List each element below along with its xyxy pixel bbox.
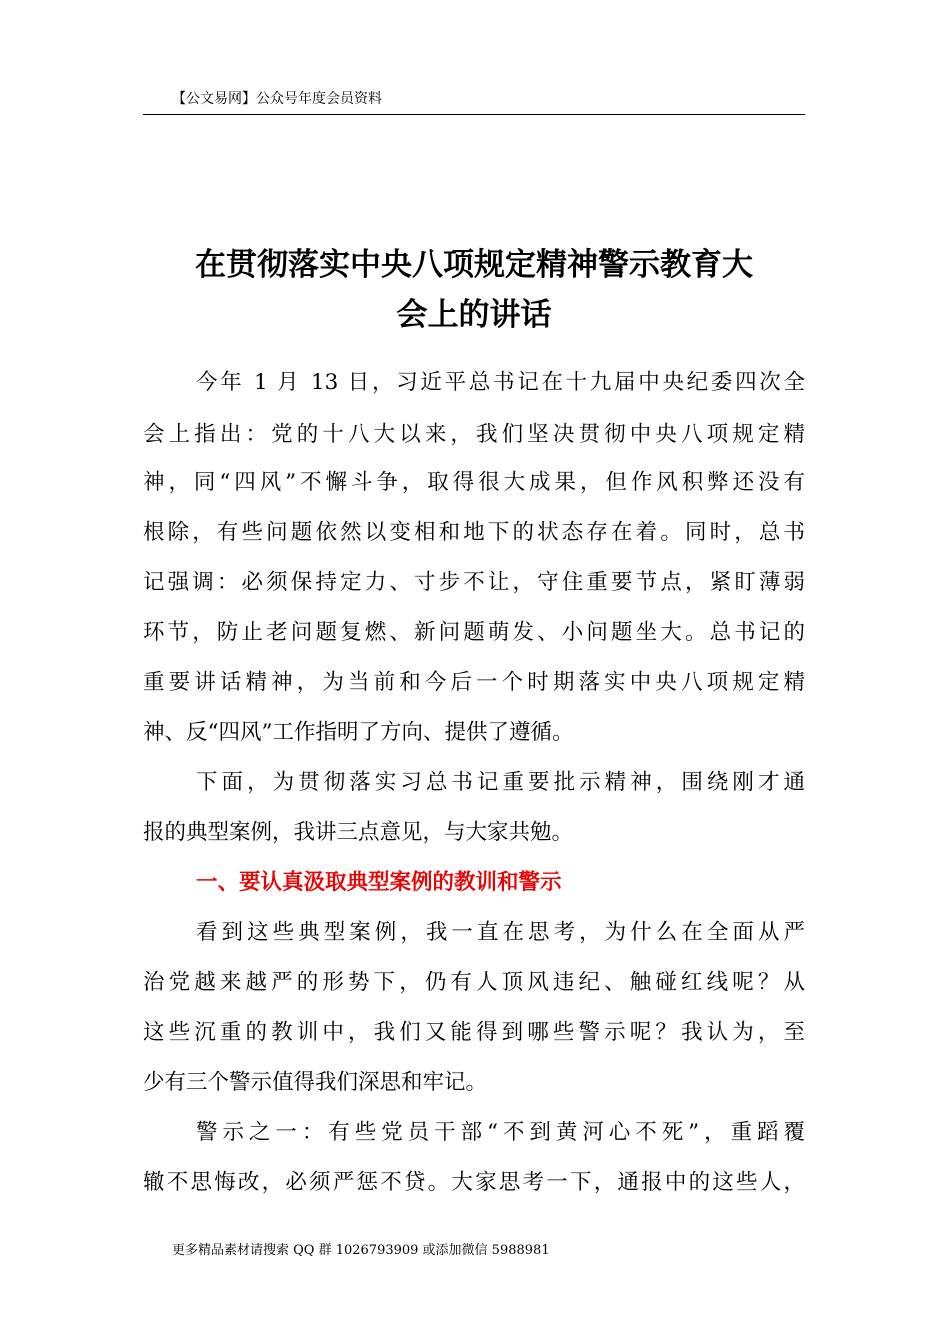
header-divider xyxy=(143,114,805,115)
paragraph-3-line-3: 这些沉重的教训中，我们又能得到哪些警示呢？我认为，至 xyxy=(143,1020,805,1045)
page-footer: 更多精品素材请搜索 QQ 群 1026793909 或添加微信 5988981 xyxy=(172,1243,550,1258)
paragraph-1-line-3: 神，同“四风”不懈斗争，取得很大成果，但作风积弊还没有 xyxy=(143,470,805,495)
paragraph-2-line-2: 报的典型案例，我讲三点意见，与大家共勉。 xyxy=(143,820,574,845)
title-line-2: 会上的讲话 xyxy=(396,297,552,333)
paragraph-3-line-4: 少有三个警示值得我们深思和牢记。 xyxy=(143,1070,488,1095)
paragraph-4-line-2: 辙不思悔改，必须严惩不贷。大家思考一下，通报中的这些人， xyxy=(143,1170,805,1195)
paragraph-2-line-1: 下面，为贯彻落实习总书记重要批示精神，围绕刚才通 xyxy=(196,770,805,795)
paragraph-1-line-7: 重要讲话精神，为当前和今后一个时期落实中央八项规定精 xyxy=(143,670,805,695)
paragraph-3-line-2: 治党越来越严的形势下，仍有人顶风违纪、触碰红线呢？从 xyxy=(143,970,805,995)
paragraph-3-line-1: 看到这些典型案例，我一直在思考，为什么在全面从严 xyxy=(196,920,805,945)
paragraph-1-line-5: 记强调：必须保持定力、寸步不让，守住重要节点，紧盯薄弱 xyxy=(143,570,805,595)
paragraph-1-line-6: 环节，防止老问题复燃、新问题萌发、小问题坐大。总书记的 xyxy=(143,620,805,645)
paragraph-1-line-8: 神、反“四风”工作指明了方向、提供了遵循。 xyxy=(143,720,574,745)
document-title xyxy=(143,240,805,340)
paragraph-1-line-1: 今年 1 月 13 日，习近平总书记在十九届中央纪委四次全 xyxy=(196,370,805,395)
paragraph-1-line-2: 会上指出：党的十八大以来，我们坚决贯彻中央八项规定精 xyxy=(143,422,805,447)
paragraph-1-line-4: 根除，有些问题依然以变相和地下的状态存在着。同时，总书 xyxy=(143,520,805,545)
paragraph-4-line-1: 警示之一：有些党员干部“不到黄河心不死”，重蹈覆 xyxy=(196,1120,805,1145)
section-heading: 一、要认真汲取典型案例的教训和警示 xyxy=(196,870,562,895)
title-line-1: 在贯彻落实中央八项规定精神警示教育大 xyxy=(195,247,753,283)
page-header: 【公文易网】公众号年度会员资料 xyxy=(172,91,382,107)
